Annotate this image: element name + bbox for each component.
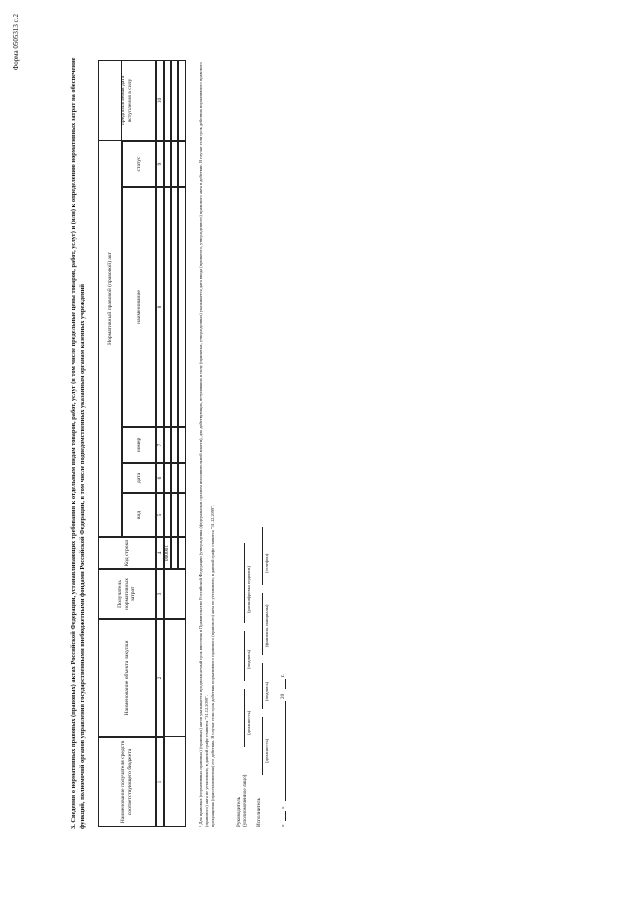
exec-phone-line bbox=[262, 527, 263, 585]
head-signature-caption: (подпись) bbox=[246, 649, 251, 669]
head-label bbox=[236, 775, 248, 827]
table-cell bbox=[178, 60, 186, 141]
head-label-line-1: Руководитель bbox=[236, 796, 242, 827]
table-cell bbox=[178, 493, 186, 537]
date-year-prefix: 20 bbox=[280, 693, 286, 699]
exec-name-caption: (фамилия, инициалы) bbox=[264, 604, 269, 647]
head-label-line-2: (уполномоченное лицо) bbox=[242, 774, 248, 827]
footnote-line-2: прекращения (приостановления) его действия. В случае если срок действия нормативного правового (правового) акта не установлен, в данной графе ставится "31.12.2099". bbox=[209, 504, 215, 827]
col-number-1: 1 bbox=[156, 737, 164, 827]
col-number-7: 7 bbox=[156, 427, 164, 463]
col-number-6: 6 bbox=[156, 463, 164, 493]
exec-label: Исполнитель bbox=[256, 797, 262, 827]
col-number-4: 4 bbox=[156, 537, 164, 569]
heading-line-2: функций, полномочий органов управления государственными внебюджетными фондами Российской Федерации, в том числе подведомственных указанным органам казенных учреждений bbox=[78, 284, 86, 829]
table-cell bbox=[171, 493, 178, 537]
col-number-2: 2 bbox=[156, 619, 164, 737]
table-cell bbox=[178, 187, 186, 427]
exec-name-line bbox=[262, 593, 263, 655]
exec-phone-caption: (телефон) bbox=[264, 553, 269, 573]
table-cell bbox=[171, 537, 178, 569]
form-code: Форма 0505313 с.2 bbox=[12, 14, 20, 71]
col-number-9: 9 bbox=[156, 141, 164, 187]
table-cell bbox=[171, 463, 178, 493]
table-cell bbox=[164, 493, 171, 537]
date-quote-close: » bbox=[280, 806, 286, 809]
header-recipient: Наименование получателя средств соответствующего бюджета bbox=[98, 737, 156, 827]
table-cell bbox=[164, 141, 171, 187]
table-cell bbox=[178, 141, 186, 187]
exec-position-line bbox=[262, 717, 263, 775]
date-day-line bbox=[285, 811, 286, 821]
exec-signature-line bbox=[262, 663, 263, 709]
table-cell bbox=[178, 427, 186, 463]
table-cell bbox=[171, 187, 178, 427]
header-date: дата bbox=[122, 463, 156, 493]
header-object: Наименование объекта закупки bbox=[98, 619, 156, 737]
table-cell bbox=[164, 427, 171, 463]
header-effective-date: предполагаемая дата вступления в силу bbox=[98, 60, 156, 141]
head-position-line bbox=[244, 689, 245, 747]
col-number-5: 5 bbox=[156, 493, 164, 537]
head-name-line bbox=[244, 543, 245, 623]
header-cost-recipient: Получатель нормативных затрат bbox=[98, 569, 156, 619]
exec-signature-caption: (подпись) bbox=[264, 681, 269, 701]
header-group-act: Нормативный правовой (правовой) акт bbox=[98, 60, 122, 537]
col-number-8: 8 bbox=[156, 187, 164, 427]
col-number-10: 10 bbox=[156, 60, 164, 141]
table-cell bbox=[178, 537, 186, 569]
section-heading bbox=[70, 29, 87, 829]
date-month-line bbox=[285, 701, 286, 801]
date-quote-open: « bbox=[280, 824, 286, 827]
exec-position-caption: (должность) bbox=[264, 738, 269, 763]
table-row bbox=[164, 737, 186, 827]
table-cell bbox=[171, 60, 178, 141]
footnote bbox=[198, 47, 215, 827]
header-kind: вид bbox=[122, 493, 156, 537]
table-cell bbox=[164, 187, 171, 427]
head-signature-line bbox=[244, 631, 245, 681]
header-number: номер bbox=[122, 427, 156, 463]
head-position-caption: (должность) bbox=[246, 710, 251, 735]
date-year-line bbox=[285, 679, 286, 689]
header-name: наименование bbox=[122, 187, 156, 427]
col-number-3: 3 bbox=[156, 569, 164, 619]
footnote-line-1: ¹ Для правовых (нормативных правовых) (правовых) актов указывается предполагаемый срок внесения в Правительство Российской Федерации (утверждения (федеральным органом исполнительной власти), для действующих, вступивших в силу (принятых, утвержденных) указывается дата ввода (принятого, утвержденного) правового акта в действие. В случае если срок действия нормативного правового (правового) акта не установлен, в данной графе ставится "31.12.2099". bbox=[198, 62, 209, 827]
table-cell bbox=[164, 60, 171, 141]
table-cell bbox=[164, 619, 186, 737]
date-year-suffix: г. bbox=[280, 674, 286, 677]
table-cell bbox=[164, 463, 171, 493]
row-code-cell: 000001 bbox=[164, 537, 171, 569]
heading-line-1: 3. Сведения о нормативных правовых (правовых) актах Российской Федерации, устанавливающих требования к отдельным видам товаров, работ, услуг (в том числе предельные цены товаров, работ, услуг) и (или) к определению нормативных затрат на обеспечение bbox=[70, 57, 77, 829]
table-cell bbox=[164, 569, 186, 619]
table-cell bbox=[171, 141, 178, 187]
header-row-code: Код строки bbox=[98, 537, 156, 569]
table-cell bbox=[171, 427, 178, 463]
table-cell bbox=[178, 463, 186, 493]
head-name-caption: (расшифровка подписи) bbox=[246, 566, 251, 613]
header-status: статус bbox=[122, 141, 156, 187]
